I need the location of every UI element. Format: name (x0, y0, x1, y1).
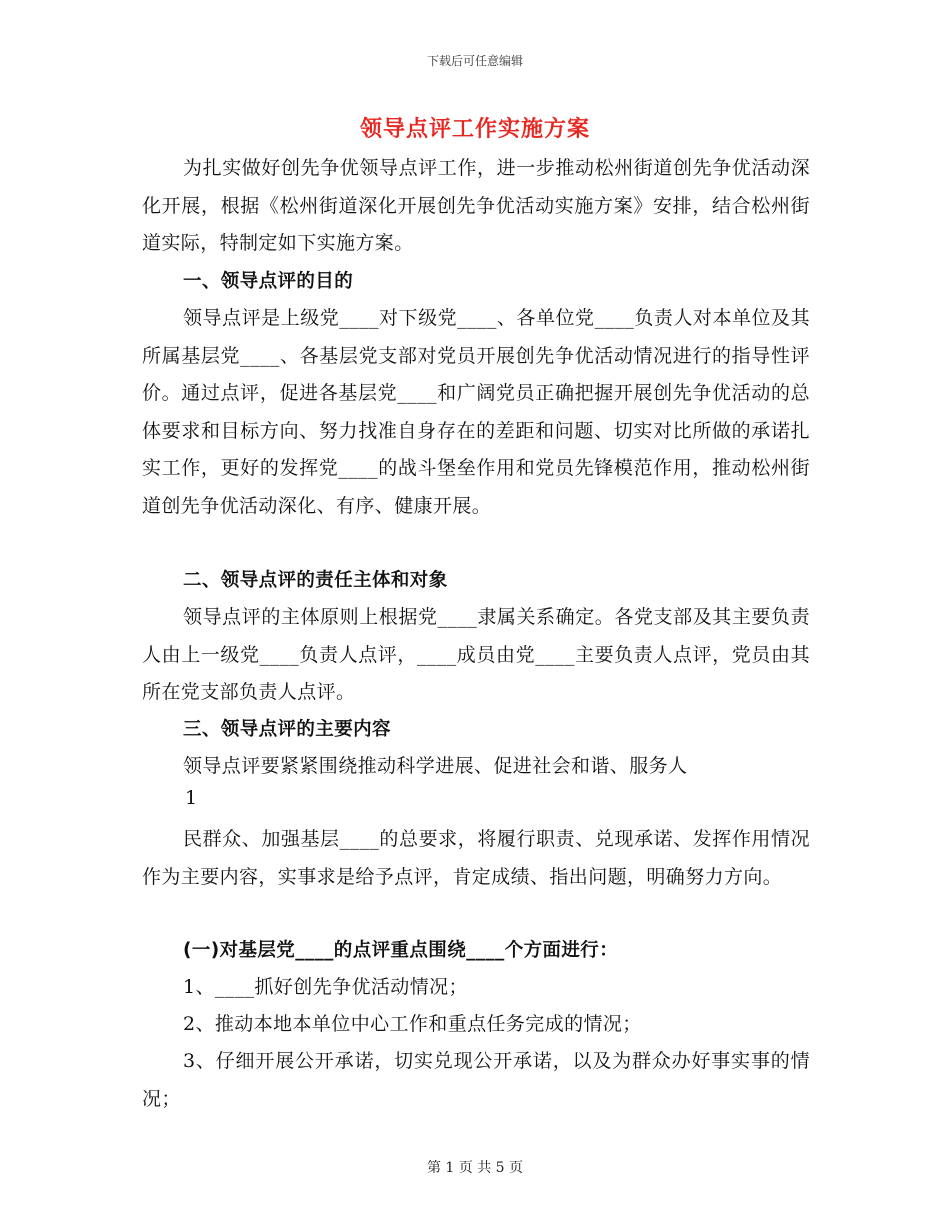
section3-heading: 三、领导点评的主要内容 (183, 719, 391, 740)
section3-body-line1: 领导点评要紧紧围绕推动科学进展、促进社会和谐、服务人 (183, 755, 688, 777)
list-item: 2、推动本地本单位中心工作和重点任务完成的情况； (183, 1013, 642, 1035)
section2-body: 领导点评的主体原则上根据党____隶属关系确定。各党支部及其主要负责人由上一级党____负责人点评，____成员由党____主要负责人点评，党员由其所在党支部负责人点评。 (142, 606, 810, 703)
page-footer: 第 1 页 共 5 页 (426, 1160, 524, 1176)
subsection1-heading: (一)对基层党____的点评重点围绕____个方面进行： (183, 940, 619, 961)
section1-heading: 一、领导点评的目的 (183, 271, 354, 292)
document-title: 领导点评工作实施方案 (359, 116, 590, 142)
section1-body: 领导点评是上级党____对下级党____、各单位党____负责人对本单位及其所属基层党____、各基层党支部对党员开展创先争优活动情况进行的指导性评价。通过点评，促进各基层党____和广阔党员正确把握开展创先争优活动的总体要求和目标方向、努力找准自身存在的差距和问题、切实对比所做的承诺扎实工作，更好的发挥党____的战斗堡垒作用和党员先锋模范作用，推动松州街道创先争优活动深化、有序、健康开展。 (142, 307, 810, 517)
section2-heading: 二、领导点评的责任主体和对象 (183, 570, 448, 591)
page-marker: 1 (185, 787, 198, 809)
list-item: 1、____抓好创先争优活动情况； (183, 976, 468, 998)
list-item: 3、仔细开展公开承诺，切实兑现公开承诺，以及为群众办好事实事的情况； (142, 1050, 810, 1110)
page-header: 下载后可任意编辑 (426, 54, 523, 68)
intro-paragraph: 为扎实做好创先争优领导点评工作，进一步推动松州街道创先争优活动深化开展，根据《松州街道深化开展创先争优活动实施方案》安排，结合松州街道实际，特制定如下实施方案。 (142, 157, 810, 254)
section3-body-continued: 民群众、加强基层____的总要求，将履行职责、兑现承诺、发挥作用情况作为主要内容，实事求是给予点评，肯定成绩、指出问题，明确努力方向。 (142, 828, 810, 888)
